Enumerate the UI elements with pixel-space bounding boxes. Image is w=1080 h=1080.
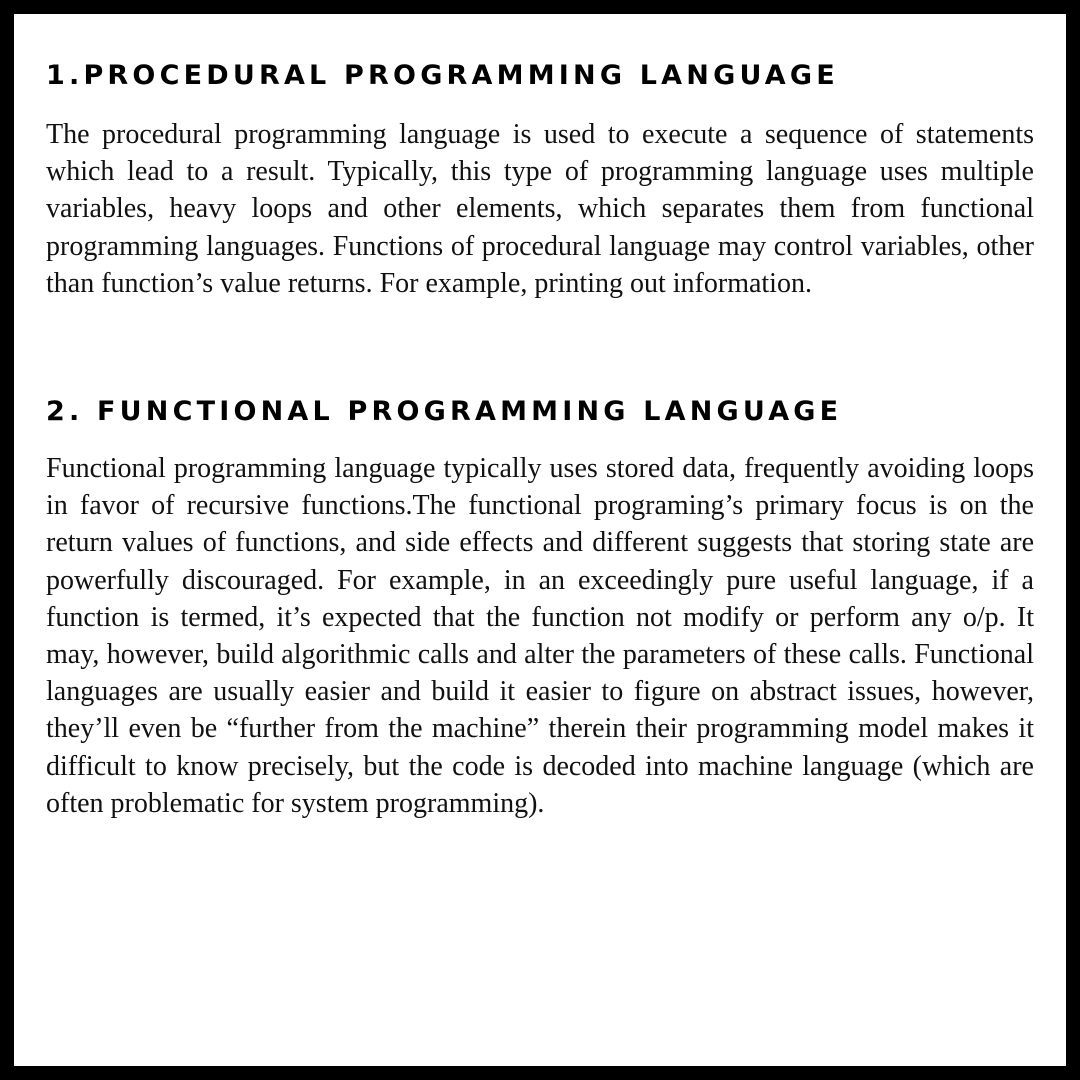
section-body-procedural: The procedural programming language is used to execute a sequence of statements which lead to a result. Typically, this type of programming language uses multiple variables, heavy loops and other elements, which separates them from functional programming languages. Functions of procedural language may control variables, other than function’s value returns. For example, printing out information. (46, 119, 1034, 299)
section-body-functional: Functional programming language typically uses stored data, frequently avoiding loops in favor of recursive functions.The functional programing’s primary focus is on the return values of functions, and side effects and different suggests that storing state are powerfully discouraged. For example, in an exceedingly pure useful language, if a function is termed, it’s expected that the function not modify or perform any o/p. It may, however, build algorithmic calls and alter the parameters of these calls. Functional languages are usually easier and build it easier to figure on abstract issues, however, they’ll even be “further from the machine” therein their programming model makes it difficult to know precisely, but the code is decoded into machine language (which are often problematic for system programming). (46, 453, 1034, 819)
document-page (14, 14, 1066, 1066)
section-heading-functional: 2. FUNCTIONAL PROGRAMMING LANGUAGE (46, 396, 843, 427)
section-functional (46, 394, 1034, 822)
section-heading-procedural: 1.PROCEDURAL PROGRAMMING LANGUAGE (46, 60, 839, 91)
section-procedural (46, 58, 1034, 302)
